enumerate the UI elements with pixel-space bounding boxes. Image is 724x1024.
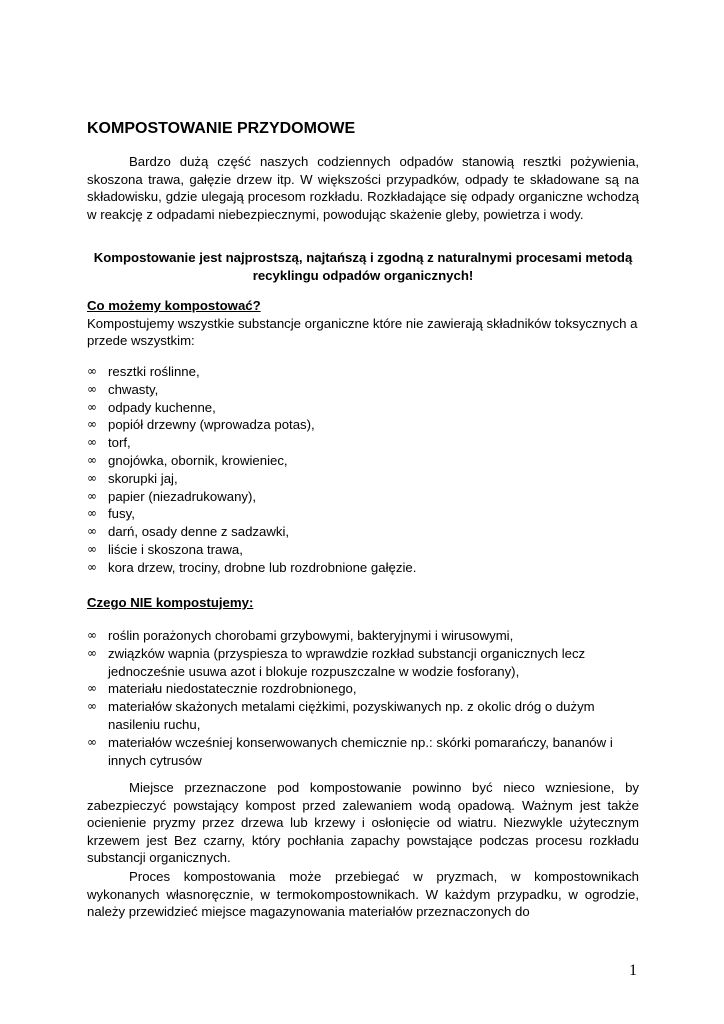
list-item [87,452,639,470]
section-heading-not-compostable: Czego NIE kompostujemy: [87,595,254,610]
list-item-text: materiału niedostatecznie rozdrobnionego, [108,681,357,697]
location-paragraph: Miejsce przeznaczone pod kompostowanie powinno być nieco wzniesione, by zabezpieczyć powstający kompost przed zalewaniem wodą opadową. Ważnym jest także ocienienie pryzmy przez drzewa lub krzewy i osłonięcie od wiatru. Niezwykle użytecznym krzewem jest Bez czarny, który pochłania zapachy powstające podczas procesu rozkładu substancji organicznych. [87,780,639,866]
infinity-bullet-icon: ∞ [87,699,97,714]
infinity-bullet-icon: ∞ [87,541,97,556]
infinity-bullet-icon: ∞ [87,488,97,503]
emphasis-line-2: recyklingu odpadów organicznych! [252,267,474,283]
infinity-bullet-icon: ∞ [87,524,97,539]
list-item-text: roślin porażonych chorobami grzybowymi, bakteryjnymi i wirusowymi, [108,628,514,643]
list-item [87,416,639,434]
infinity-bullet-icon: ∞ [87,364,97,378]
infinity-bullet-icon: ∞ [87,645,97,660]
list-item [87,381,639,399]
list-item-text: darń, osady denne z sadzawki, [108,524,290,540]
list-item-text: gnojówka, obornik, krowieniec, [108,452,288,468]
list-item [87,399,639,417]
infinity-bullet-icon: ∞ [87,559,97,574]
list-item-text: kora drzew, trociny, drobne lub rozdrobnione gałęzie. [108,559,417,575]
list-item [87,488,639,506]
intro-paragraph: Bardzo dużą część naszych codziennych odpadów stanowią resztki pożywienia, skoszona trawa, gałęzie drzew itp. W większości przypadków, odpady te składowane są na składowisku, gdzie ulegają procesom rozkładu. Rozkładające się odpady organiczne wchodzą w reakcję z odpadami niebezpiecznymi, powodując skażenie gleby, powietrza i wody. [87,154,639,222]
list-item [87,645,639,681]
process-paragraph: Proces kompostowania może przebiegać w pryzmach, w kompostownikach wykonanych własnoręcznie, w termokompostownikach. W każdym przypadku, w ogrodzie, należy przewidzieć miejsce magazynowania materiałów przeznaczonych do [87,869,639,920]
infinity-bullet-icon: ∞ [87,381,97,396]
list-item-text: fusy, [108,506,135,522]
list-item-text: popiół drzewny (wprowadza potas), [108,417,315,433]
infinity-bullet-icon: ∞ [87,417,97,432]
list-item [87,734,639,770]
list-item-text: materiałów skażonych metalami ciężkimi, pozyskiwanych np. z okolic dróg o dużym nasileniu ruchu, [108,699,595,732]
compostable-list [87,363,639,577]
list-item-text: związków wapnia (przyspiesza to wprawdzie rozkład substancji organicznych lecz jednocześnie usuwa azot i blokuje rozpuszczalne w wodzie fosforany), [108,645,586,679]
infinity-bullet-icon: ∞ [87,452,97,467]
section-heading-compostable: Co możemy kompostować? [87,298,261,313]
list-item-text: chwasty, [108,381,159,397]
infinity-bullet-icon: ∞ [87,628,97,642]
list-item [87,434,639,452]
list-item-text: odpady kuchenne, [108,399,216,415]
infinity-bullet-icon: ∞ [87,506,97,521]
emphasis-line-1: Kompostowanie jest najprostszą, najtańszą i zgodną z naturalnymi procesami metodą [93,250,633,265]
not-compostable-list [87,627,639,769]
infinity-bullet-icon: ∞ [87,470,97,485]
list-item [87,680,639,698]
list-item [87,505,639,523]
list-item-text: papier (niezadrukowany), [108,488,257,504]
list-item [87,363,639,381]
page-number: 1 [629,962,637,979]
list-item-text: liście i skoszona trawa, [108,541,243,557]
list-item [87,627,639,645]
list-item-text: materiałów wcześniej konserwowanych chemicznie np.: skórki pomarańczy, bananów i innych cytrusów [108,734,613,768]
infinity-bullet-icon: ∞ [87,399,97,414]
list-item-text: resztki roślinne, [108,364,200,379]
list-item-text: skorupki jaj, [108,470,178,486]
infinity-bullet-icon: ∞ [87,681,97,696]
page-title: KOMPOSTOWANIE PRZYDOMOWE [87,120,356,137]
list-item [87,470,639,488]
list-item [87,541,639,559]
infinity-bullet-icon: ∞ [87,734,97,749]
list-item [87,698,639,734]
list-item [87,559,639,577]
infinity-bullet-icon: ∞ [87,435,97,450]
list-item-text: torf, [108,435,131,451]
list-item [87,523,639,541]
compostable-intro-text: Kompostujemy wszystkie substancje organiczne które nie zawierają składników toksycznych a przede wszystkim: [87,315,638,349]
